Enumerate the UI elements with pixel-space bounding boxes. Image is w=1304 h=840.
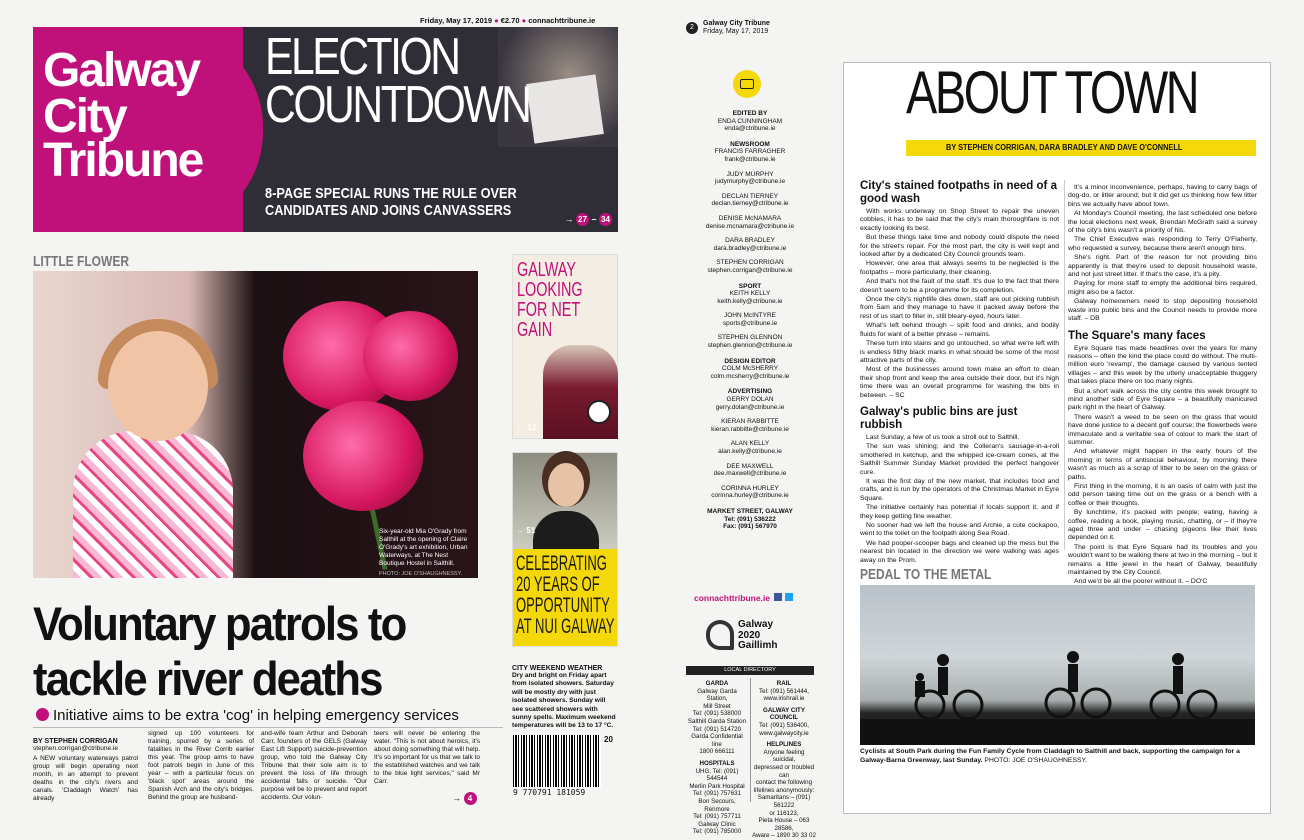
para: We had pooper-scooper bags and cleaned up the mess but the nearest bin located in the direction we were walking was ages away on the Prom.	[860, 539, 1059, 564]
staff-email: corinna.hurley@ctribune.ie	[711, 492, 789, 500]
s1-head: City's stained footpaths in need of a good wash	[860, 180, 1057, 205]
staff-email: stephen.corrigan@ctribune.ie	[707, 266, 793, 274]
promo2-line: AT NUI GALWAY	[516, 615, 615, 638]
facebook-icon[interactable]	[774, 593, 782, 601]
staff-role: EDITED BY	[732, 110, 768, 117]
staff-name: STEPHEN GLENNON	[717, 334, 783, 342]
staff-email: denise.mcnamara@ctribune.ie	[705, 222, 795, 230]
chat-icon	[733, 70, 761, 98]
directory-title: LOCAL DIRECTORY	[686, 666, 814, 675]
lead-standfirst	[36, 707, 459, 724]
page-number: 2	[686, 22, 698, 34]
dir-line: contact the following	[755, 779, 813, 787]
staff-name: DENISE McNAMARA	[718, 214, 782, 222]
promo2-page: 51	[526, 526, 536, 535]
dir-line: 1800 666111	[699, 748, 735, 756]
para: Paying for more staff to empty the additional bins required, might also be a factor.	[1068, 280, 1257, 296]
site-link-text: connachttribune.ie	[694, 593, 771, 603]
promo2-line: OPPORTUNITY	[516, 594, 610, 617]
pedal-caption-text: Cyclists at South Park during the Fun Family Cycle from Claddagh to Salthill and back, supporting the campaign for a Galway-Barna Greenway, last Sunday.	[860, 748, 1240, 764]
g2020-line2: 2020	[738, 629, 761, 641]
staff-email: sports@ctribune.ie	[722, 319, 778, 327]
cyclists-silhouette	[860, 585, 1255, 745]
dir-heading: GARDA	[705, 680, 729, 687]
para: By lunchtime, it's packed with people; eating, having a coffee, reading a book, playing music, chatting, or – if they're aged three and under – chasing pigeons like their lives depended on it.	[1068, 509, 1257, 542]
para: The Chief Executive was responding to Terry O'Flaherty, who requested a survey, because there aren't enough bins.	[1068, 236, 1257, 252]
about-col2	[1068, 184, 1257, 588]
para: The point is that Eyre Square had its troubles and you wouldn't want to be walking there at two in the morning – but it remains a little jewel in the heart of Galway, beautifully maintained by the City Council.	[1068, 543, 1257, 577]
staff-email: enda@ctribune.ie	[724, 125, 776, 133]
dir-line: Samaritans – (091) 561222	[757, 794, 811, 809]
election-headline-2: COUNTDOWN	[265, 76, 530, 134]
promo1-line: LOOKING	[517, 279, 583, 301]
little-flower-label: LITTLE FLOWER	[33, 253, 129, 270]
page2-paper: Galway City Tribune	[703, 20, 770, 27]
para: It was the first day of the new market, that includes food and crafts, and is run by the operators of the Christmas Market in Eyre Square.	[860, 477, 1059, 502]
dir-line: Pieta House – 063 28586,	[758, 817, 810, 832]
about-town-title: ABOUT TOWN	[906, 59, 1198, 126]
page-badge-27: 27	[576, 213, 589, 226]
header-date: Friday, May 17, 2019	[420, 16, 492, 25]
lead-col1-text: A NEW voluntary waterways patrol group will begin operating next month, in an attempt to prevent deaths in the city's rivers and canals. 'Claddagh Watch' has already	[33, 755, 138, 802]
promo-nui-galway[interactable]	[512, 452, 618, 647]
lead-cont[interactable]: → 4	[452, 792, 477, 805]
election-sub	[265, 185, 517, 219]
election-headline-1: ELECTION	[265, 28, 459, 86]
dir-heading: HELPLINES	[766, 741, 802, 749]
about-col1	[860, 180, 1059, 566]
para: But these things take time and nobody could dispute the need for the street's repair. For the most part, the city is well kept and looked after by a dedicated City Council grounds team.	[860, 234, 1059, 259]
barcode-issue: 20	[604, 735, 613, 744]
staff-name: GERRY DOLAN	[726, 396, 774, 404]
dir-line: Bon Secours, Renmore	[698, 797, 736, 813]
dir-heading: HOSPITALS	[699, 759, 735, 767]
election-sub-2: CANDIDATES AND JOINS CANVASSERS	[265, 202, 512, 219]
election-sub-1: 8-PAGE SPECIAL RUNS THE RULE OVER	[265, 185, 517, 202]
promo2-arrow: → 51	[516, 526, 536, 535]
lead-col1	[33, 738, 138, 803]
para: And that's not the fault of the staff. It's due to the fact that there doesn't seem to be a programme for its completion.	[860, 278, 1059, 294]
s2-body	[860, 434, 1059, 565]
promo2-line: CELEBRATING	[516, 552, 607, 575]
staff-email: gerry.dolan@ctribune.ie	[715, 403, 785, 411]
pedal-photo	[860, 585, 1255, 745]
dir-line: Tel: (091) 536400,	[759, 721, 809, 729]
para: First thing in the morning, it is an oasis of calm with just the odd person taking time out on the grass or a bench with a coffee or their thoughts.	[1068, 483, 1257, 507]
weather-text: Dry and bright on Friday apart from isolated showers. Saturday will be mostly dry with just isolated showers. Sunday will see scattered showers with sunny spells. Maximum weekend temperatures will be 13 to 17 °C.	[512, 672, 616, 730]
lead-byline: BY STEPHEN CORRIGAN	[33, 738, 118, 745]
staff-name: CORINNA HURLEY	[721, 484, 779, 492]
masthead-line2: City	[43, 90, 126, 143]
lead-headline-2: tackle river deaths	[33, 652, 382, 705]
staff-email: alan.kelly@ctribune.ie	[718, 448, 782, 455]
dir-line: Mill Street	[703, 702, 731, 710]
lead-col2: signed up 100 volunteers for training, spurred by a series of fatalities in the River Corrib earlier this year. The group aims to have foot patrols begin in June of this year – with a particular focus on 'black spot' areas around the Spanish Arch and the city's bridges. Behind the group are husband-	[148, 730, 254, 801]
para: And we'd be all the poorer without it. – DO'C	[1074, 578, 1208, 586]
dir-line: lifelines anonymously:	[753, 786, 815, 794]
para: Once the city's nightlife dies down, staff are out picking rubbish from 5am and they manage to have it packed away before the rest of us start to filter in, still bleary-eyed, hours later.	[860, 296, 1059, 320]
contact-address: MARKET STREET, GALWAY	[707, 507, 793, 515]
para: Last Sunday, a few of us took a stroll out to Salthill.	[866, 433, 1020, 441]
para: Eyre Square has made headlines over the years for many reasons – often the kind the place could do without. The multi-million euro 'revamp', the damage caused by various tented villages – and this week by the utterly unacceptable thuggery that takes place there on too many nights.	[1068, 344, 1257, 386]
s3-head: The Square's many faces	[1068, 329, 1206, 342]
dir-line: Tel: (091) 538000	[692, 710, 742, 718]
para: And whatever might happen in the early hours of the morning in terms of antisocial behaviour, by morning there wasn't as much as a scrap of litter to be seen on the grass or paths.	[1068, 448, 1257, 481]
barcode	[513, 735, 601, 787]
para: However, one area that always seems to be neglected is the footpaths – more particularly, their cleaning.	[860, 260, 1059, 276]
para: At Monday's Council meeting, the last scheduled one before the local elections next week, Brendan McGrath said a survey of the city's bins wasn't a priority of his.	[1068, 210, 1257, 235]
staff-email: judymurphy@ctribune.ie	[714, 178, 786, 186]
staff-name: DECLAN TIERNEY	[721, 192, 779, 200]
staff-name: ENDA CUNNINGHAM	[717, 117, 783, 125]
g2020-line3: Gaillimh	[738, 640, 778, 651]
site-link[interactable]	[694, 593, 793, 603]
para: No sooner had we left the house and Archie, a cute cockapoo, went to the toilet on the footpath along Sea Road.	[860, 522, 1059, 538]
standfirst-text: Initiative aims to be extra 'cog' in helping emergency services	[53, 707, 459, 724]
dir-line: Tel: (091) 561444,	[759, 687, 809, 695]
para: It's a minor inconvenience, perhaps, having to carry bags of dog-do, or litter around; but it did get us thinking how few litter bins we actually have about town.	[1068, 184, 1257, 208]
staff-name: STEPHEN CORRIGAN	[716, 259, 784, 267]
dir-line: depressed or troubled can	[753, 763, 815, 779]
promo1-text	[517, 260, 583, 340]
dir-line: www.irishrail.ie	[763, 695, 805, 703]
masthead-line3: Tribune	[43, 134, 203, 187]
promo1-page: 12	[527, 423, 537, 432]
page2-header	[703, 20, 770, 36]
page-badge-34: 34	[599, 213, 612, 226]
staff-role: ADVERTISING	[727, 388, 773, 396]
para: With works underway on Shop Street to repair the uneven cobbles, it has to be said that the city's main thoroughfare is not exactly looking its best.	[860, 208, 1059, 232]
promo2-line: 20 YEARS OF	[516, 573, 600, 596]
lead-email: stephen.corrigan@ctribune.ie	[33, 745, 119, 752]
para: Galway homeowners need to stop depositing household waste into public bins and the Council needs to provide more staff. – DB	[1068, 298, 1257, 323]
header-price: €2.70	[500, 16, 520, 25]
c2-body	[1068, 184, 1257, 324]
page-badge-4: 4	[464, 792, 477, 805]
para: What's left behind though – spilt food and drinks, and bodily fluids for want of a better phrase – remains.	[860, 322, 1059, 338]
pedal-label: PEDAL TO THE METAL	[860, 566, 992, 583]
staff-role: SPORT	[738, 282, 762, 290]
staff-name: KEITH KELLY	[729, 290, 771, 298]
masthead	[33, 27, 618, 232]
promo1-line: GALWAY	[517, 259, 576, 281]
staff-name: JOHN McINTYRE	[724, 312, 776, 320]
masthead-line1: Galway	[43, 44, 200, 97]
staff-role: NEWSROOM	[730, 140, 770, 148]
staff-email: dara.bradley@ctribune.ie	[713, 244, 787, 252]
contact-block	[690, 508, 810, 531]
page2-date: Friday, May 17, 2019	[703, 28, 769, 35]
lead-headline-1: Voluntary patrols to	[33, 597, 406, 650]
pedal-credit: PHOTO: JOE O'SHAUGHNESSY.	[984, 756, 1088, 764]
photo-caption	[379, 528, 471, 578]
staff-name: JUDY MURPHY	[726, 170, 774, 178]
header-site: connachttribune.ie	[528, 16, 596, 25]
dir-line: Galway Garda Station,	[697, 687, 737, 703]
staff-email: declan.tierney@ctribune.ie	[711, 200, 789, 208]
staff-name: DARA BRADLEY	[725, 237, 775, 245]
staff-name: COLM McSHERRY	[721, 365, 779, 373]
directory-right	[752, 680, 816, 840]
dir-line: Garda Confidential line	[691, 733, 743, 748]
s3-body	[1068, 345, 1257, 587]
dir-heading: GALWAY CITY COUNCIL	[763, 706, 805, 722]
twitter-icon[interactable]	[785, 593, 793, 601]
staff-email: keith.kelly@ctribune.ie	[717, 297, 783, 305]
promo1-line: GAIN	[517, 319, 553, 341]
staff-email: kieran.rabbitte@ctribune.ie	[711, 425, 789, 433]
dir-line: Tel: (091) 757631	[692, 790, 742, 798]
football-icon	[587, 400, 611, 424]
para: Most of the businesses around town make an effort to clean their shop front and keep the area outside their door, but it's high time there was an overall programme for washing the bits in between. – SC	[860, 366, 1059, 399]
staff-list	[690, 110, 810, 531]
g2020-line1: Galway	[738, 619, 774, 630]
dir-line: Merlin Park Hospital	[689, 782, 745, 790]
dir-line: UHG, Tel: (091) 544544	[695, 767, 739, 783]
front-header: Friday, May 17, 2019 ● €2.70 ● connachttribune.ie	[420, 16, 596, 25]
dir-line: Aware – 1890 30 33 02	[752, 832, 816, 840]
about-town-byline: BY STEPHEN CORRIGAN, DARA BRADLEY AND DAVE O'CONNELL	[946, 143, 1183, 152]
lead-col4: teers will never be entering the water. "This is not about heroics, it's about doing something that will help. It's so important for us that we talk to the established watches and we talk to the blue light services," said Mr Carr.	[374, 730, 480, 785]
para: The initiative certainly has potential if locals support it, and if they keep getting fine weather.	[860, 504, 1059, 520]
staff-role: DESIGN EDITOR	[724, 357, 776, 365]
weather-title: CITY WEEKEND WEATHER	[512, 665, 603, 672]
girl-figure	[63, 311, 233, 578]
contact-tel: Tel: (091) 536222	[724, 515, 776, 523]
contact-fax: Fax: (091) 567970	[723, 523, 777, 531]
promo2-text	[516, 553, 614, 637]
player-photo	[543, 345, 618, 439]
promo-galway-looking[interactable]	[512, 254, 618, 439]
staff-email: colm.mcsherry@ctribune.ie	[710, 372, 790, 380]
photo-caption-text: Six-year-old Mia O'Grady from Salthill at the opening of Claire O'Grady's art exhibition, Urban Waterways, at The Nest Boutique Hostel in Salthill.	[379, 528, 468, 567]
galway2020-logo-icon	[706, 620, 734, 650]
little-flower-photo	[33, 271, 478, 578]
lead-headline	[33, 596, 405, 706]
weather-box	[512, 665, 618, 731]
dir-line: www.galwaycity.ie	[759, 729, 809, 737]
promo1-line: FOR NET	[517, 299, 581, 321]
staff-name: KIERAN RABBITTE	[721, 418, 779, 426]
barcode-number: 9 770791 181059	[513, 788, 586, 797]
lead-col3: and-wife team Arthur and Deborah Carr, founders of the GELS (Galway East Lift Support) suicide-prevention group, who told the Galway City Tribune that their sole aim is to prevent the loss of life through accidental falls or suicide. "Our purpose will be to prevent and report accidents. Our volun-	[261, 730, 367, 801]
para: There wasn't a weed to be seen on the grass that would have done justice to a decent golf course; the flowerbeds were immaculate and a veritable sea of colour to mark the start of summer.	[1068, 413, 1257, 446]
bullet-icon	[36, 708, 49, 721]
para: The sun was shining; and the Colleran's sausage-in-a-roll smothered in ketchup, and the whipped ice-cream cones, at the Salthill Summer Sunday Market provided the perfect hangover cure.	[860, 443, 1059, 476]
dir-line: Galway Clinic	[698, 820, 736, 828]
dir-line: Anyone feeling suicidal,	[763, 748, 805, 764]
s1-body	[860, 208, 1059, 400]
staff-name: ALAN KELLY	[730, 440, 770, 448]
dir-heading: RAIL	[776, 680, 792, 687]
staff-email: frank@ctribune.ie	[724, 155, 776, 163]
staff-email: stephen.glennon@ctribune.ie	[707, 342, 793, 350]
election-pages[interactable]: → 27 – 34	[564, 213, 612, 226]
dir-line: Tel: (091) 757711	[693, 813, 741, 821]
pedal-caption	[860, 748, 1260, 765]
s2-head: Galway's public bins are just rubbish	[860, 405, 1018, 431]
galway2020-logo	[738, 620, 777, 652]
para: But a short walk across the city centre this week brought to mind another side of Eyre Square – a beautifully manicured park right in the heart of Galway.	[1068, 387, 1257, 412]
para: These turn into stains and go untouched, so what we're left with is endless filthy black marks in what should be some of the most attractive parts of the city.	[860, 340, 1059, 364]
dir-line: Salthill Garda Station	[687, 717, 747, 725]
dir-line: Tel: (091) 785000	[692, 828, 742, 836]
para: She's right. Part of the reason for not providing bins apparently is that they're used to deposit household waste, and not just street litter. If that's the case, it's a pity.	[1068, 254, 1257, 279]
photo-credit: PHOTO: JOE O'SHAUGHNESSY.	[379, 571, 463, 577]
directory-left	[686, 680, 748, 836]
promo1-arrow: → 12	[517, 423, 537, 432]
staff-name: DEE MAXWELL	[726, 462, 774, 470]
dir-line: or 116123,	[769, 809, 799, 817]
dir-line: Tel: (091) 514720	[692, 725, 742, 733]
staff-email: dee.maxwell@ctribune.ie	[713, 470, 787, 478]
staff-name: FRANCIS FARRAGHER	[714, 148, 786, 156]
